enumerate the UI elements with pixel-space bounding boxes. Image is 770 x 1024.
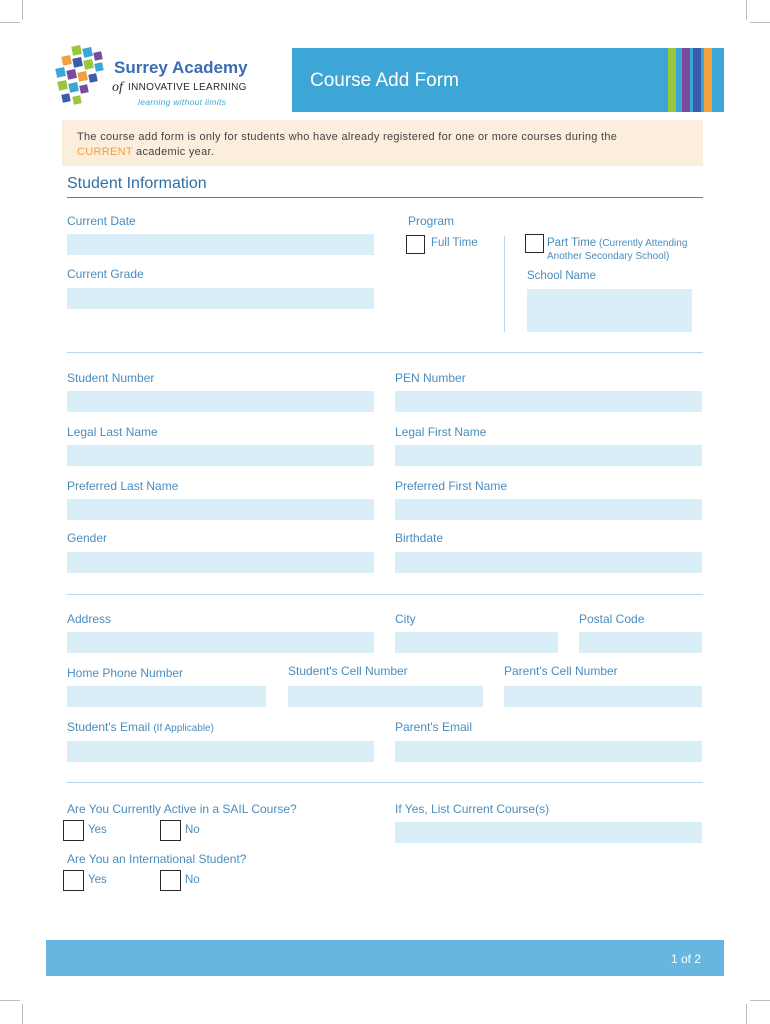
preferred-first-name-label: Preferred First Name xyxy=(395,479,508,493)
divider xyxy=(67,782,703,783)
student-number-field[interactable] xyxy=(67,391,374,412)
preferred-last-name-label: Preferred Last Name xyxy=(67,479,179,493)
footer-bar xyxy=(46,940,724,976)
school-name-field[interactable] xyxy=(527,289,692,332)
student-email-label xyxy=(67,720,214,734)
full-time-checkbox[interactable] xyxy=(406,235,425,254)
legal-last-name-field[interactable] xyxy=(67,445,374,466)
logo xyxy=(50,44,270,114)
sail-no-checkbox[interactable] xyxy=(160,820,181,841)
program-label: Program xyxy=(408,214,455,228)
divider xyxy=(67,594,703,595)
logo-name-of: of xyxy=(112,80,123,95)
student-number-label: Student Number xyxy=(67,371,155,385)
header-stripe xyxy=(682,48,690,112)
gender-field[interactable] xyxy=(67,552,374,573)
crop-mark xyxy=(0,1000,20,1001)
sail-no-label: No xyxy=(185,824,200,836)
student-email-field[interactable] xyxy=(67,741,374,762)
postal-code-field[interactable] xyxy=(579,632,702,653)
international-no-checkbox[interactable] xyxy=(160,870,181,891)
address-label: Address xyxy=(67,612,112,626)
sail-yes-label: Yes xyxy=(88,824,107,836)
divider xyxy=(67,352,703,353)
preferred-first-name-field[interactable] xyxy=(395,499,702,520)
birthdate-label: Birthdate xyxy=(395,531,444,545)
international-yes-label: Yes xyxy=(88,874,107,886)
section-rule xyxy=(67,197,703,198)
home-phone-label: Home Phone Number xyxy=(67,666,184,680)
parent-email-field[interactable] xyxy=(395,741,702,762)
pen-number-field[interactable] xyxy=(395,391,702,412)
legal-last-name-label: Legal Last Name xyxy=(67,425,158,439)
header-stripe xyxy=(668,48,676,112)
pen-number-label: PEN Number xyxy=(395,371,466,385)
logo-name-line1: Surrey Academy xyxy=(114,58,248,77)
part-time-divider xyxy=(504,236,505,332)
logo-name-line2: INNOVATIVE LEARNING xyxy=(128,82,247,93)
parent-email-label: Parent's Email xyxy=(395,720,472,734)
logo-tagline: learning without limits xyxy=(138,97,227,107)
part-time-text: Part Time xyxy=(547,237,597,249)
header-stripe xyxy=(693,48,701,112)
part-time-note: (Currently Attending Another Secondary School) xyxy=(547,238,688,262)
current-date-label: Current Date xyxy=(67,214,136,228)
current-date-field[interactable] xyxy=(67,234,374,255)
current-grade-label: Current Grade xyxy=(67,267,144,281)
city-field[interactable] xyxy=(395,632,558,653)
sail-courses-label: If Yes, List Current Course(s) xyxy=(395,802,550,816)
page-number: 1 of 2 xyxy=(671,952,702,966)
crop-mark xyxy=(0,22,20,23)
international-no-label: No xyxy=(185,874,200,886)
current-grade-field[interactable] xyxy=(67,288,374,309)
part-time-checkbox[interactable] xyxy=(525,234,544,253)
home-phone-field[interactable] xyxy=(67,686,266,707)
legal-first-name-field[interactable] xyxy=(395,445,702,466)
crop-mark xyxy=(22,0,23,20)
international-yes-checkbox[interactable] xyxy=(63,870,84,891)
logo-mark-icon xyxy=(50,44,112,108)
sail-courses-field[interactable] xyxy=(395,822,702,843)
notice-text-before: The course add form is only for students who have already registered for one or more courses during the xyxy=(77,131,618,143)
school-name-label: School Name xyxy=(527,270,597,282)
student-email-note: (If Applicable) xyxy=(153,723,214,734)
crop-mark xyxy=(22,1004,23,1024)
parent-cell-label: Parent's Cell Number xyxy=(504,664,618,678)
preferred-last-name-field[interactable] xyxy=(67,499,374,520)
student-email-text: Student's Email xyxy=(67,720,150,734)
notice-text-after: academic year. xyxy=(132,146,215,158)
address-field[interactable] xyxy=(67,632,374,653)
notice-highlight: CURRENT xyxy=(77,146,133,158)
student-cell-label: Student's Cell Number xyxy=(288,664,408,678)
header-stripe xyxy=(704,48,712,112)
page-title: Course Add Form xyxy=(310,70,459,91)
city-label: City xyxy=(395,612,416,626)
crop-mark xyxy=(750,22,770,23)
legal-first-name-label: Legal First Name xyxy=(395,425,487,439)
notice-text xyxy=(77,130,637,160)
sail-question-label: Are You Currently Active in a SAIL Course? xyxy=(67,802,297,816)
parent-cell-field[interactable] xyxy=(504,686,702,707)
gender-label: Gender xyxy=(67,531,108,545)
crop-mark xyxy=(746,0,747,20)
international-question-label: Are You an International Student? xyxy=(67,852,247,866)
postal-code-label: Postal Code xyxy=(579,612,645,626)
crop-mark xyxy=(750,1000,770,1001)
student-cell-field[interactable] xyxy=(288,686,483,707)
section-title: Student Information xyxy=(67,175,207,192)
birthdate-field[interactable] xyxy=(395,552,702,573)
crop-mark xyxy=(746,1004,747,1024)
sail-yes-checkbox[interactable] xyxy=(63,820,84,841)
full-time-label: Full Time xyxy=(431,237,478,249)
